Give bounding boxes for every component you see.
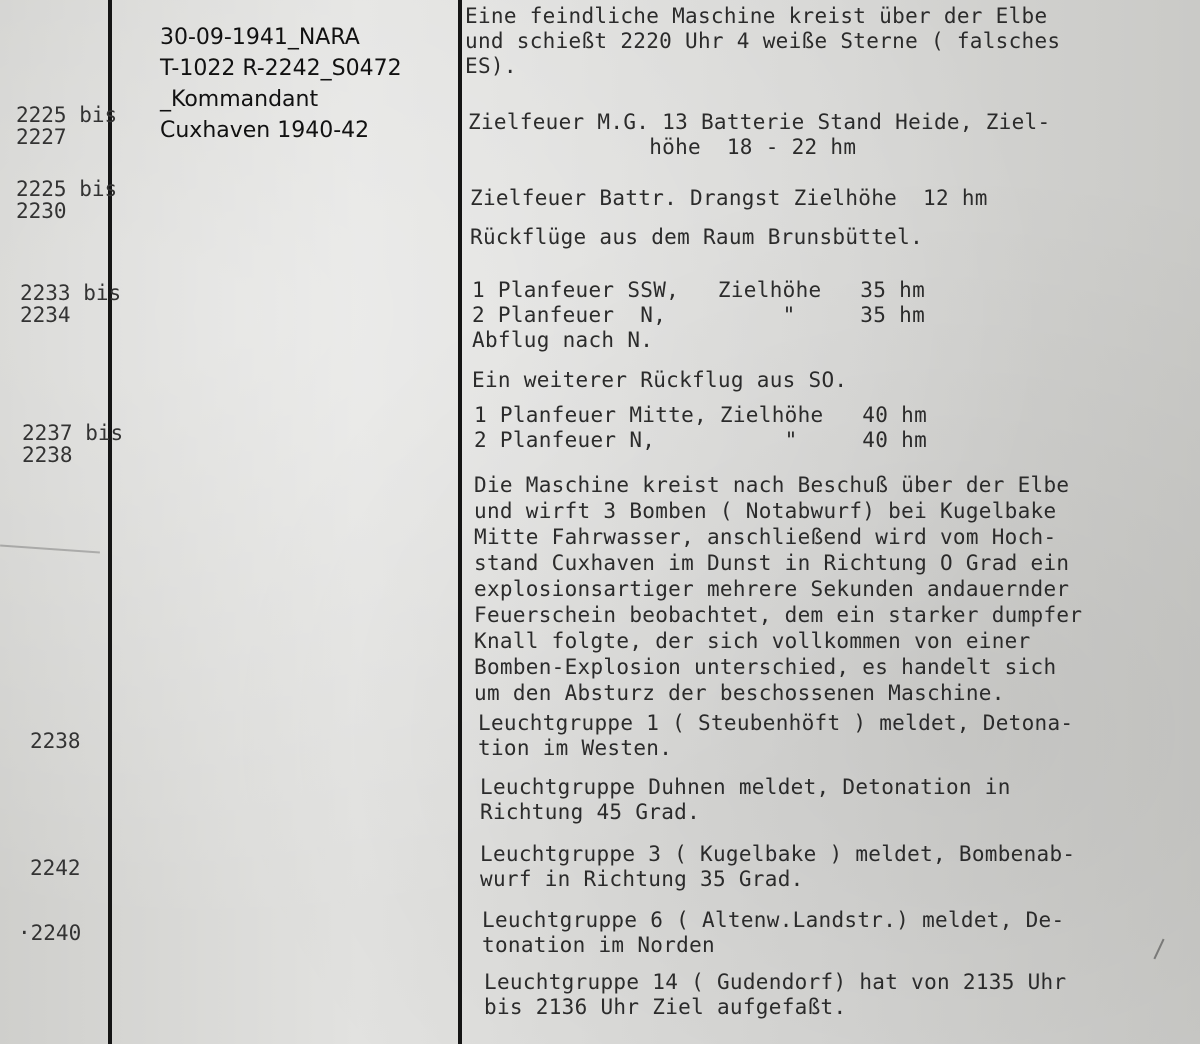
time-entry: 2238	[30, 729, 81, 753]
log-entry: 1 Planfeuer Mitte, Zielhöhe 40 hm 2 Planfeuer N, " 40 hm	[474, 403, 928, 452]
log-entry: Leuchtgruppe 6 ( Altenw.Landstr.) meldet, De- tonation im Norden	[482, 908, 1065, 957]
archive-label-unit: _Kommandant	[160, 87, 319, 112]
archive-label	[160, 22, 402, 146]
archive-label-reference: T-1022 R-2242_S0472	[160, 56, 402, 81]
pen-stroke	[0, 545, 100, 554]
log-entry: Ein weiterer Rückflug aus SO.	[472, 368, 848, 392]
log-entry: Leuchtgruppe 1 ( Steubenhöft ) meldet, Detona- tion im Westen.	[478, 711, 1074, 760]
time-entry: 2237 bis 2238	[22, 421, 124, 467]
log-entry: Leuchtgruppe 3 ( Kugelbake ) meldet, Bombenab- wurf in Richtung 35 Grad.	[480, 842, 1076, 891]
log-entry: Zielfeuer M.G. 13 Batterie Stand Heide, Ziel- höhe 18 - 22 hm	[468, 110, 1051, 159]
time-entry: 2225 bis 2230	[16, 177, 118, 223]
log-entry: Leuchtgruppe Duhnen meldet, Detonation in Richtung 45 Grad.	[480, 775, 1011, 824]
time-entry: 2233 bis 2234	[20, 281, 122, 327]
time-entry: 2225 bis 2227	[16, 103, 118, 149]
log-entry: Die Maschine kreist nach Beschuß über der Elbe und wirft 3 Bomben ( Notabwurf) bei Kugelbake Mitte Fahrwasser, anschließend wird vom Hoch- stand Cuxhaven im Dunst in Richtung O Grad ein explosionsartiger mehrere Sekunden andauernder Feuerschein beobachtet, dem ein starker dumpfer Knall folgte, der sich vollkommen von einer Bomben-Explosion unterschied, es handelt sich um den Absturz der beschossenen Maschine.	[474, 473, 1083, 705]
log-entry: 1 Planfeuer SSW, Zielhöhe 35 hm 2 Planfeuer N, " 35 hm Abflug nach N.	[472, 278, 926, 352]
archive-label-place: Cuxhaven 1940-42	[160, 118, 370, 143]
right-column-rule	[458, 0, 462, 1044]
log-entry: Eine feindliche Maschine kreist über der Elbe und schießt 2220 Uhr 4 weiße Sterne ( falsches ES).	[465, 4, 1061, 78]
time-entry: 2242	[30, 856, 81, 880]
log-entry: Zielfeuer Battr. Drangst Zielhöhe 12 hm	[470, 186, 988, 210]
archive-label-date: 30-09-1941_NARA	[160, 25, 360, 50]
left-column-rule	[108, 0, 112, 1044]
time-entry: ·2240	[18, 921, 82, 945]
log-entry: Leuchtgruppe 14 ( Gudendorf) hat von 2135 Uhr bis 2136 Uhr Ziel aufgefaßt.	[484, 970, 1067, 1019]
log-entry: Rückflüge aus dem Raum Brunsbüttel.	[470, 225, 924, 249]
pen-stroke	[1153, 939, 1164, 960]
